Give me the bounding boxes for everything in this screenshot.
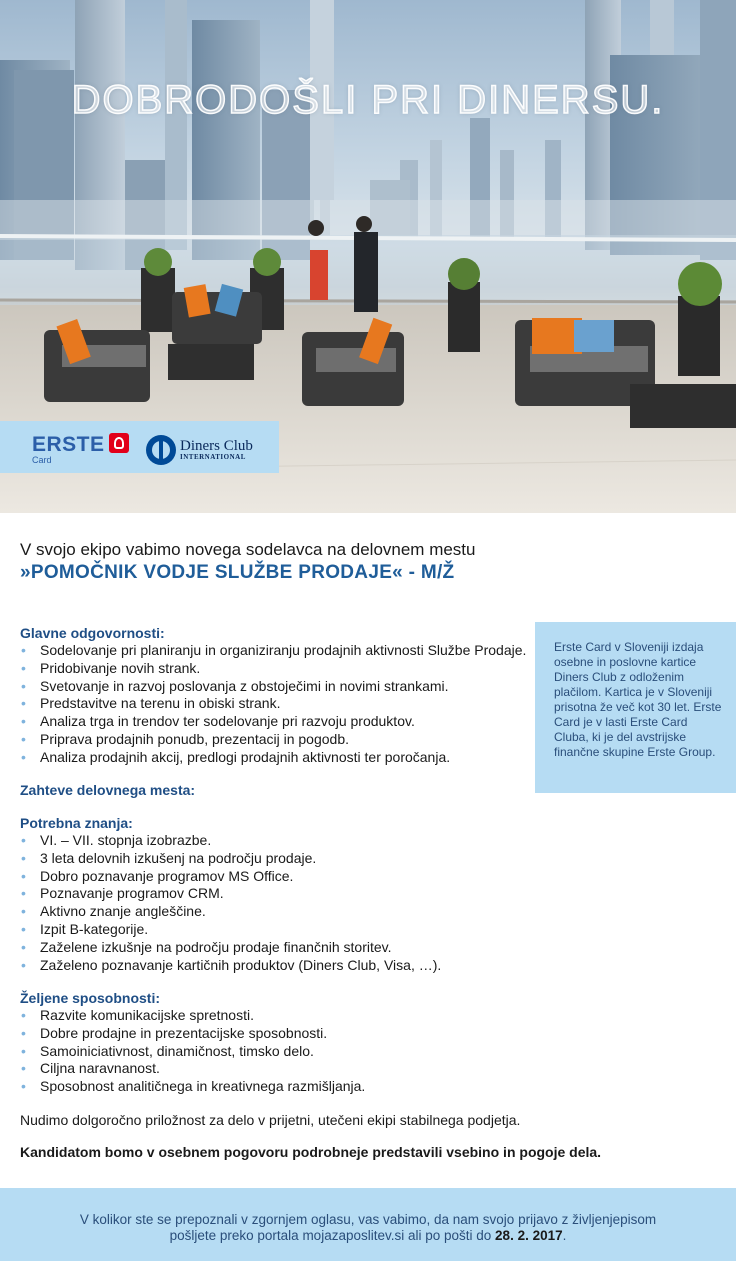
erste-logo-sub: Card [32,455,52,465]
abilities-heading: Željene sposobnosti: [20,990,161,1006]
list-item: • Ciljna naravnanost. [20,1060,530,1078]
job-intro [20,540,520,584]
diners-emblem-icon [146,435,176,465]
footer-line-2 [0,1228,736,1244]
list-item: • Zaželene izkušnje na področju prodaje finančnih storitev. [20,939,530,957]
responsibilities-list [20,642,530,767]
abilities-section [20,989,530,1096]
knowledge-list [20,832,530,974]
knowledge-section [20,814,530,974]
requirements-heading: Zahteve delovnega mesta: [20,782,196,798]
erste-s-icon [109,433,129,453]
footer-line-2-text: pošljete preko portala mojazaposlitev.si ali po pošti do [169,1228,496,1243]
responsibilities-heading: Glavne odgovornosti: [20,625,165,641]
list-item: • 3 leta delovnih izkušenj na področju prodaje. [20,850,530,868]
closing-text: Kandidatom bomo v osebnem pogovoru podrobneje predstavili vsebino in pogoje dela. [20,1144,602,1160]
offer-text: Nudimo dolgoročno priložnost za delo v prijetni, utečeni ekipi stabilnega podjetja. [20,1112,521,1128]
list-item: • Samoiniciativnost, dinamičnost, timsko delo. [20,1043,530,1061]
hero-banner [0,0,736,513]
logo-bar [0,421,279,473]
list-item: • Pridobivanje novih strank. [20,660,530,678]
list-item: • Predstavitve na terenu in obiski strank. [20,695,530,713]
footer-line-1: V kolikor ste se prepoznali v zgornjem oglasu, vas vabimo, da nam svojo prijavo z življenjepisom [79,1212,657,1227]
diners-logo-name: Diners Club [180,438,253,454]
list-item: • Aktivno znanje angleščine. [20,903,530,921]
list-item: • VI. – VII. stopnja izobrazbe. [20,832,530,850]
list-item: • Analiza trga in trendov ter sodelovanje pri razvoju produktov. [20,713,530,731]
requirements-section [20,781,530,799]
list-item: • Razvite komunikacijske spretnosti. [20,1007,530,1025]
list-item: • Sposobnost analitičnega in kreativnega razmišljanja. [20,1078,530,1096]
application-footer [0,1188,736,1261]
knowledge-heading: Potrebna znanja: [20,815,133,831]
company-info-box: Erste Card v Sloveniji izdaja osebne in poslovne kartice Diners Club z odloženim plačilom. Kartica je v Sloveniji prisotna že več kot 30 let. Erste Card je v lasti Erste Card Cluba, ki je del avstrijske finančne skupine Erste Group. [535,622,736,793]
list-item: • Dobro poznavanje programov MS Office. [20,868,530,886]
hero-title: DOBRODOŠLI PRI DINERSU. [71,78,665,122]
list-item: • Sodelovanje pri planiranju in organiziranju prodajnih aktivnosti Službe Prodaje. [20,642,530,660]
footer-line-2-end: . [562,1228,567,1243]
intro-line: V svojo ekipo vabimo novega sodelavca na delovnem mestu [20,540,476,559]
diners-club-logo [146,435,253,465]
erste-card-logo [32,433,129,465]
erste-logo-name: ERSTE [32,433,105,456]
list-item: • Zaželeno poznavanje kartičnih produktov (Diners Club, Visa, …). [20,957,530,975]
list-item: • Dobre prodajne in prezentacijske sposobnosti. [20,1025,530,1043]
application-deadline: 28. 2. 2017 [495,1228,563,1243]
list-item: • Analiza prodajnih akcij, predlogi prodajnih aktivnosti ter poročanja. [20,749,530,767]
abilities-list [20,1007,530,1096]
list-item: • Izpit B-kategorije. [20,921,530,939]
list-item: • Poznavanje programov CRM. [20,885,530,903]
list-item: • Priprava prodajnih ponudb, prezentacij in pogodb. [20,731,530,749]
diners-logo-sub: INTERNATIONAL [180,453,246,461]
list-item: • Svetovanje in razvoj poslovanja z obstoječimi in novimi strankami. [20,678,530,696]
job-title: »POMOČNIK VODJE SLUŽBE PRODAJE« - M/Ž [20,562,455,583]
responsibilities-section [20,624,530,767]
